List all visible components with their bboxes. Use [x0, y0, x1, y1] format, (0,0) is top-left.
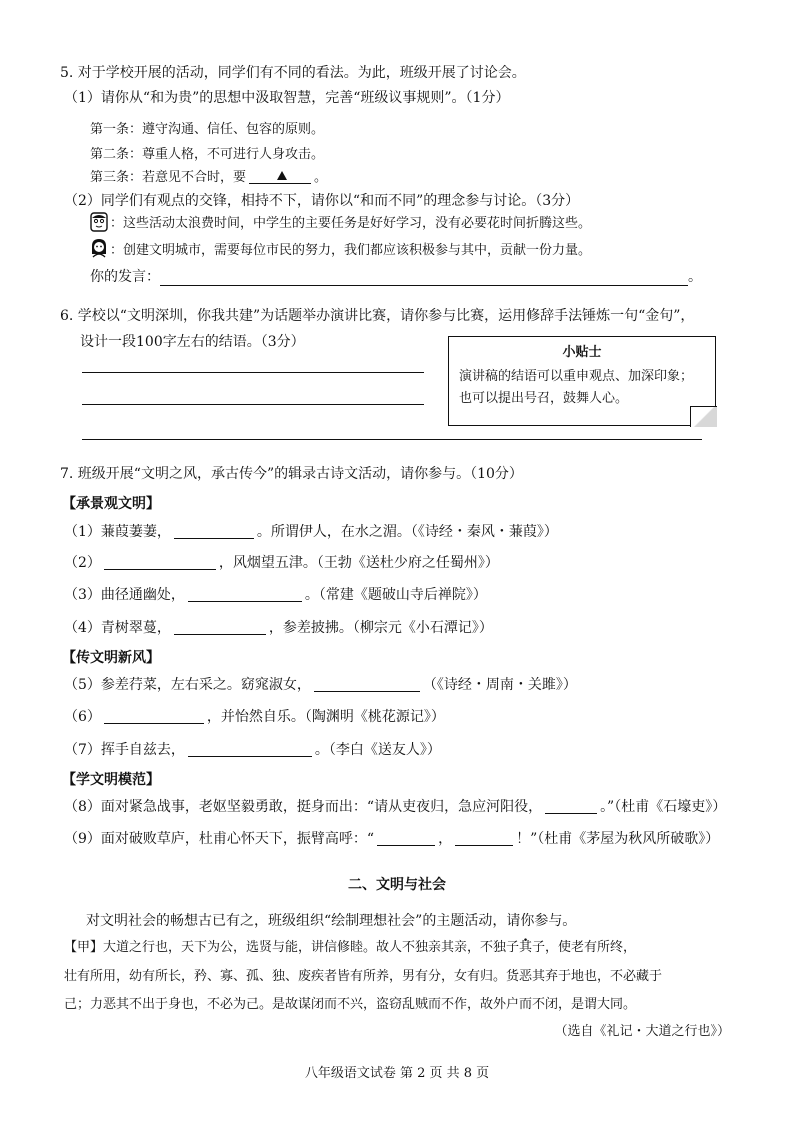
speech-2: ：创建文明城市，需要每位市民的努力，我们都应该积极参与其中，贡献一份力量。	[110, 243, 592, 258]
item-5: （5）参差荇菜，左右采之。窈窕淑女， （《诗经・周南・关雎》）	[64, 677, 577, 693]
rule-3-text: 第三条：若意见不合时，要	[90, 170, 247, 185]
q6-stem: 6. 学校以“文明深圳，你我共建”为话题举办演讲比赛，请你参与比赛，运用修辞手法锤炼一句“金句”，	[60, 308, 695, 324]
tip-title: 小贴士	[562, 345, 602, 360]
part-2-intro: 对文明社会的畅想古已有之，班级组织“绘制理想社会”的主题活动，请你参与。	[86, 913, 577, 929]
rule-3-end: 。	[314, 170, 328, 185]
section-models: 【学文明模范】	[62, 772, 160, 788]
q6-stem-2: 设计一段100字左右的结语。（3分）	[80, 334, 305, 350]
item-8-blank[interactable]	[545, 798, 597, 814]
passage-source: （选自《礼记・大道之行也》）	[554, 1024, 730, 1039]
rule-2: 第二条：尊重人格，不可进行人身攻击。	[90, 147, 325, 162]
your-speech-end: 。	[688, 269, 702, 285]
item-9-blank-2[interactable]	[455, 830, 513, 846]
answer-line-3[interactable]	[82, 439, 702, 440]
item-9-blank-1[interactable]	[377, 830, 435, 846]
section-landscape: 【承景观文明】	[62, 496, 160, 512]
item-6-blank[interactable]	[104, 708, 204, 724]
item-1: （1）蒹葭萋萋， 。所谓伊人，在水之湄。（《诗经・秦风・蒹葭》）	[64, 524, 558, 540]
girl-avatar-icon	[90, 238, 108, 258]
passage-jia-line-3: 己；力恶其不出于身也，不必为己。是故谋闭而不兴，盗窃乱贼而不作，故外户而不闭，是谓大同。	[64, 997, 637, 1012]
rule-3	[90, 168, 327, 188]
item-1-blank[interactable]	[174, 523, 254, 539]
q7-stem: 7. 班级开展“文明之风，承古传今”的辑录古诗文活动，请你参与。（10分）	[60, 466, 523, 482]
item-3-blank[interactable]	[188, 586, 302, 602]
answer-line-1[interactable]	[82, 372, 424, 373]
item-2: （2） ，风烟望五津。（王勃《送杜少府之任蜀州》）	[64, 555, 499, 571]
tip-box	[448, 336, 716, 426]
item-7-blank[interactable]	[188, 741, 312, 757]
q5-part2: （2）同学们有观点的交锋，相持不下，请你以“和而不同”的理念参与讨论。（3分）	[64, 193, 580, 209]
dotted-char: 其	[519, 940, 533, 955]
item-2-blank[interactable]	[104, 554, 216, 570]
boy-avatar-icon	[90, 212, 108, 232]
rule-3-blank[interactable]	[249, 168, 311, 183]
passage-jia-line-2: 壮有所用，幼有所长，矜、寡、孤、独、废疾者皆有所养，男有分，女有归。货恶其弃于地也，不必藏于	[64, 969, 663, 984]
item-4-blank[interactable]	[174, 619, 266, 635]
page-footer: 八年级语文试卷 第 2 页 共 8 页	[304, 1066, 490, 1081]
passage-jia-line-1: 【甲】大道之行也，天下为公，选贤与能，讲信修睦。故人不独亲其亲，不独子其子，使老有所终，	[64, 940, 637, 955]
item-4: （4）青树翠蔓， ，参差披拂。（柳宗元《小石潭记》）	[64, 620, 493, 636]
your-speech-label: 你的发言：	[90, 269, 160, 285]
triangle-icon	[277, 171, 287, 180]
q5-stem: 5. 对于学校开展的活动，同学们有不同的看法。为此，班级开展了讨论会。	[60, 65, 526, 81]
item-8: （8）面对紧急战事，老妪坚毅勇敢，挺身而出：“请从吏夜归，急应河阳役， 。”（杜甫《石壕吏》）	[64, 799, 727, 815]
item-3: （3）曲径通幽处， 。（常建《题破山寺后禅院》）	[64, 587, 487, 603]
q5-part1: （1）请你从“和为贵”的思想中汲取智慧，完善“班级议事规则”。（1分）	[64, 90, 510, 106]
page-curl	[690, 406, 717, 427]
speech-1: ：这些活动太浪费时间，中学生的主要任务是好好学习，没有必要花时间折腾这些。	[110, 216, 592, 231]
part-2-title: 二、文明与社会	[348, 877, 446, 893]
item-5-blank[interactable]	[314, 676, 420, 692]
tip-line-2: 也可以提出号召，鼓舞人心。	[459, 391, 629, 406]
rule-1: 第一条：遵守沟通、信任、包容的原则。	[90, 122, 325, 137]
item-6: （6） ，并怡然自乐。（陶渊明《桃花源记》）	[64, 709, 445, 725]
section-new-customs: 【传文明新风】	[62, 650, 160, 666]
item-9: （9）面对破败草庐，杜甫心怀天下，振臂高呼：“ ， ！”（杜甫《茅屋为秋风所破歌》）	[64, 831, 720, 847]
answer-line-2[interactable]	[82, 404, 424, 405]
your-speech-line[interactable]	[160, 285, 688, 286]
item-7: （7）挥手自兹去， 。（李白《送友人》）	[64, 742, 441, 758]
tip-line-1: 演讲稿的结语可以重申观点、加深印象；	[459, 369, 694, 384]
